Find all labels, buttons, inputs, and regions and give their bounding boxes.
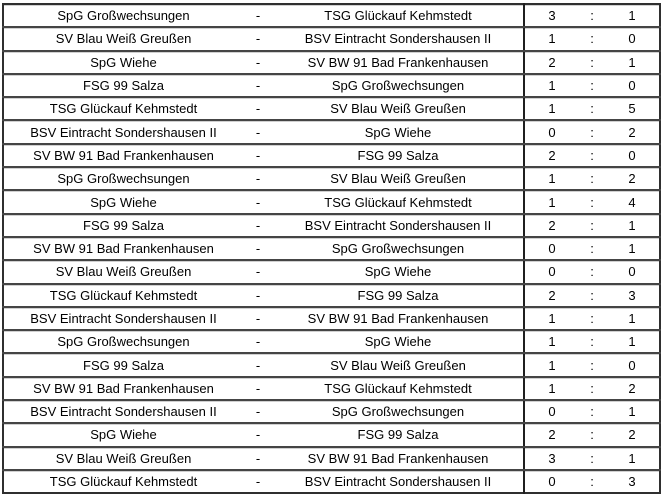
score-separator: :: [579, 353, 605, 376]
away-score-cell: 0: [605, 353, 660, 376]
table-row: [3, 284, 660, 307]
home-score-cell: 3: [524, 4, 579, 27]
home-team-cell: SpG Wiehe: [3, 51, 243, 74]
table-row: [3, 377, 660, 400]
home-team-cell: SV Blau Weiß Greußen: [3, 260, 243, 283]
away-team-cell: BSV Eintracht Sondershausen II: [273, 470, 524, 493]
team-separator: -: [243, 237, 273, 260]
home-score-cell: 2: [524, 284, 579, 307]
away-team-cell: TSG Glückauf Kehmstedt: [273, 4, 524, 27]
home-score-cell: 1: [524, 74, 579, 97]
away-team-cell: SV Blau Weiß Greußen: [273, 97, 524, 120]
table-row: [3, 190, 660, 213]
away-score-cell: 2: [605, 423, 660, 446]
home-team-cell: SV BW 91 Bad Frankenhausen: [3, 144, 243, 167]
score-separator: :: [579, 330, 605, 353]
score-separator: :: [579, 27, 605, 50]
home-team-cell: FSG 99 Salza: [3, 74, 243, 97]
home-team-cell: SpG Wiehe: [3, 423, 243, 446]
score-separator: :: [579, 214, 605, 237]
home-score-cell: 1: [524, 27, 579, 50]
table-row: [3, 447, 660, 470]
table-row: [3, 353, 660, 376]
home-score-cell: 1: [524, 97, 579, 120]
table-row: [3, 330, 660, 353]
away-team-cell: SV BW 91 Bad Frankenhausen: [273, 447, 524, 470]
home-score-cell: 2: [524, 214, 579, 237]
away-team-cell: SpG Großwechsungen: [273, 237, 524, 260]
table-row: [3, 144, 660, 167]
team-separator: -: [243, 447, 273, 470]
away-team-cell: SpG Großwechsungen: [273, 74, 524, 97]
table-row: [3, 4, 660, 27]
team-separator: -: [243, 307, 273, 330]
team-separator: -: [243, 470, 273, 493]
away-team-cell: SpG Wiehe: [273, 330, 524, 353]
score-separator: :: [579, 144, 605, 167]
score-separator: :: [579, 120, 605, 143]
table-row: [3, 237, 660, 260]
table-row: [3, 423, 660, 446]
home-score-cell: 3: [524, 447, 579, 470]
home-team-cell: TSG Glückauf Kehmstedt: [3, 470, 243, 493]
away-team-cell: TSG Glückauf Kehmstedt: [273, 190, 524, 213]
score-separator: :: [579, 97, 605, 120]
home-team-cell: BSV Eintracht Sondershausen II: [3, 120, 243, 143]
table-row: [3, 260, 660, 283]
home-team-cell: SV BW 91 Bad Frankenhausen: [3, 237, 243, 260]
home-score-cell: 1: [524, 190, 579, 213]
table-row: [3, 400, 660, 423]
home-score-cell: 1: [524, 167, 579, 190]
score-separator: :: [579, 307, 605, 330]
home-score-cell: 0: [524, 260, 579, 283]
score-separator: :: [579, 447, 605, 470]
table-row: [3, 97, 660, 120]
team-separator: -: [243, 120, 273, 143]
away-team-cell: SV Blau Weiß Greußen: [273, 167, 524, 190]
home-score-cell: 1: [524, 330, 579, 353]
table-row: [3, 470, 660, 493]
team-separator: -: [243, 260, 273, 283]
score-separator: :: [579, 237, 605, 260]
away-score-cell: 1: [605, 4, 660, 27]
home-team-cell: SpG Großwechsungen: [3, 167, 243, 190]
table-row: [3, 27, 660, 50]
away-score-cell: 0: [605, 74, 660, 97]
away-score-cell: 0: [605, 260, 660, 283]
away-score-cell: 5: [605, 97, 660, 120]
score-separator: :: [579, 74, 605, 97]
table-row: [3, 214, 660, 237]
away-team-cell: SpG Wiehe: [273, 120, 524, 143]
away-team-cell: BSV Eintracht Sondershausen II: [273, 214, 524, 237]
table-row: [3, 307, 660, 330]
home-score-cell: 0: [524, 470, 579, 493]
away-team-cell: FSG 99 Salza: [273, 284, 524, 307]
away-team-cell: FSG 99 Salza: [273, 144, 524, 167]
away-score-cell: 2: [605, 377, 660, 400]
score-separator: :: [579, 400, 605, 423]
away-score-cell: 1: [605, 51, 660, 74]
home-score-cell: 1: [524, 377, 579, 400]
away-score-cell: 1: [605, 214, 660, 237]
home-team-cell: SpG Wiehe: [3, 190, 243, 213]
home-team-cell: SV BW 91 Bad Frankenhausen: [3, 377, 243, 400]
away-score-cell: 3: [605, 284, 660, 307]
results-table-body: [3, 4, 660, 493]
score-separator: :: [579, 284, 605, 307]
score-separator: :: [579, 423, 605, 446]
team-separator: -: [243, 97, 273, 120]
team-separator: -: [243, 4, 273, 27]
score-separator: :: [579, 167, 605, 190]
table-row: [3, 51, 660, 74]
home-score-cell: 0: [524, 120, 579, 143]
home-team-cell: TSG Glückauf Kehmstedt: [3, 97, 243, 120]
away-score-cell: 0: [605, 144, 660, 167]
away-score-cell: 1: [605, 447, 660, 470]
away-score-cell: 1: [605, 307, 660, 330]
home-score-cell: 1: [524, 353, 579, 376]
away-score-cell: 1: [605, 330, 660, 353]
home-team-cell: SpG Großwechsungen: [3, 330, 243, 353]
team-separator: -: [243, 190, 273, 213]
team-separator: -: [243, 144, 273, 167]
team-separator: -: [243, 353, 273, 376]
team-separator: -: [243, 74, 273, 97]
away-score-cell: 0: [605, 27, 660, 50]
team-separator: -: [243, 330, 273, 353]
home-score-cell: 0: [524, 237, 579, 260]
team-separator: -: [243, 51, 273, 74]
away-team-cell: SpG Großwechsungen: [273, 400, 524, 423]
away-team-cell: TSG Glückauf Kehmstedt: [273, 377, 524, 400]
away-score-cell: 2: [605, 120, 660, 143]
home-team-cell: SV Blau Weiß Greußen: [3, 447, 243, 470]
away-team-cell: SpG Wiehe: [273, 260, 524, 283]
home-team-cell: SV Blau Weiß Greußen: [3, 27, 243, 50]
away-score-cell: 2: [605, 167, 660, 190]
score-separator: :: [579, 377, 605, 400]
table-row: [3, 167, 660, 190]
team-separator: -: [243, 214, 273, 237]
away-team-cell: SV BW 91 Bad Frankenhausen: [273, 307, 524, 330]
home-score-cell: 2: [524, 423, 579, 446]
match-results-table: [2, 3, 661, 494]
score-separator: :: [579, 51, 605, 74]
home-team-cell: BSV Eintracht Sondershausen II: [3, 400, 243, 423]
home-team-cell: SpG Großwechsungen: [3, 4, 243, 27]
home-team-cell: FSG 99 Salza: [3, 353, 243, 376]
team-separator: -: [243, 377, 273, 400]
away-team-cell: SV Blau Weiß Greußen: [273, 353, 524, 376]
away-team-cell: SV BW 91 Bad Frankenhausen: [273, 51, 524, 74]
score-separator: :: [579, 470, 605, 493]
away-score-cell: 1: [605, 237, 660, 260]
away-team-cell: BSV Eintracht Sondershausen II: [273, 27, 524, 50]
team-separator: -: [243, 284, 273, 307]
home-score-cell: 0: [524, 400, 579, 423]
team-separator: -: [243, 400, 273, 423]
table-row: [3, 74, 660, 97]
home-score-cell: 1: [524, 307, 579, 330]
away-team-cell: FSG 99 Salza: [273, 423, 524, 446]
away-score-cell: 3: [605, 470, 660, 493]
team-separator: -: [243, 27, 273, 50]
score-separator: :: [579, 4, 605, 27]
table-row: [3, 120, 660, 143]
score-separator: :: [579, 190, 605, 213]
home-score-cell: 2: [524, 51, 579, 74]
home-team-cell: FSG 99 Salza: [3, 214, 243, 237]
score-separator: :: [579, 260, 605, 283]
home-score-cell: 2: [524, 144, 579, 167]
away-score-cell: 1: [605, 400, 660, 423]
team-separator: -: [243, 423, 273, 446]
team-separator: -: [243, 167, 273, 190]
home-team-cell: BSV Eintracht Sondershausen II: [3, 307, 243, 330]
away-score-cell: 4: [605, 190, 660, 213]
home-team-cell: TSG Glückauf Kehmstedt: [3, 284, 243, 307]
